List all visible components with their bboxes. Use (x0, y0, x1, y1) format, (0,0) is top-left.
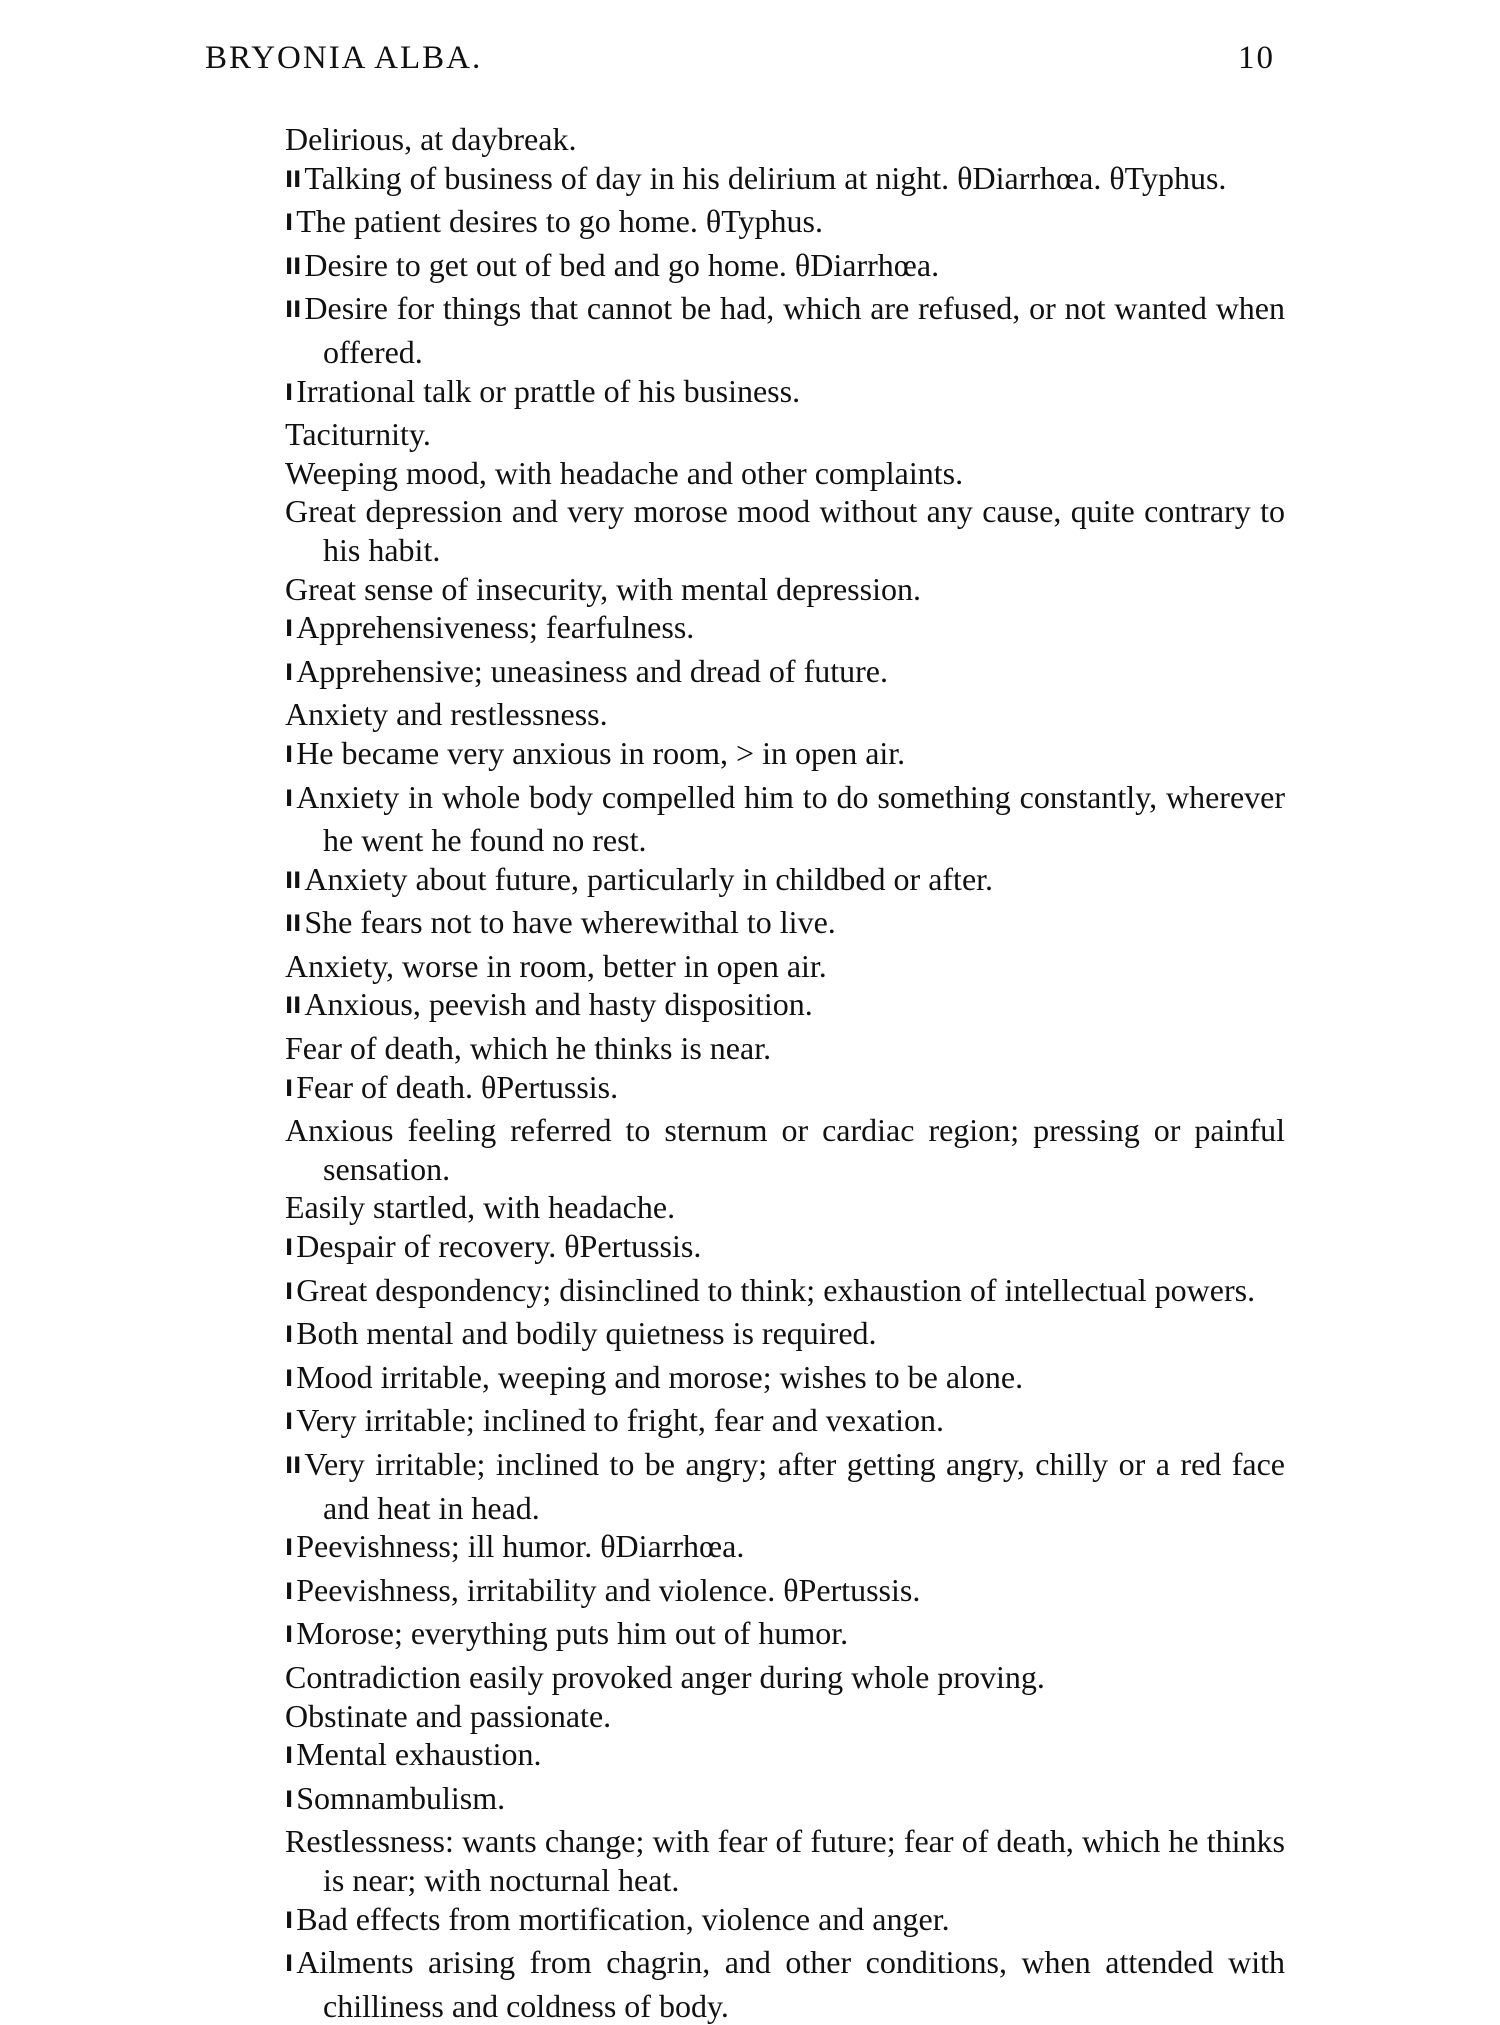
symptom-text: Talking of business of day in his delirium at night. θDiarrhœa. θTyphus. (304, 159, 1227, 196)
symptom-entry (285, 1571, 1285, 1615)
grade-mark: I (285, 1410, 294, 1436)
symptom-entry (285, 289, 1285, 371)
grade-mark: I (285, 1236, 294, 1262)
symptom-entry (285, 372, 1285, 416)
symptom-entry (285, 985, 1285, 1029)
symptom-text: Very irritable; inclined to fright, fear and vexation. (296, 1402, 944, 1439)
symptom-text: Both mental and bodily quietness is required. (296, 1315, 877, 1352)
symptom-text: He became very anxious in room, > in open air. (296, 734, 906, 771)
symptom-entry (285, 492, 1285, 569)
symptom-entry (285, 1314, 1285, 1358)
symptom-entry (285, 1658, 1285, 1697)
symptom-text: Despair of recovery. θPertussis. (296, 1228, 702, 1265)
grade-mark: I (285, 1279, 294, 1305)
grade-mark: II (285, 167, 302, 193)
symptom-text: Desire to get out of bed and go home. θDiarrhœa. (304, 246, 940, 283)
grade-mark: I (285, 1908, 294, 1934)
grade-mark: II (285, 912, 302, 938)
symptom-text: Weeping mood, with headache and other complaints. (285, 454, 964, 491)
grade-mark: I (285, 1076, 294, 1102)
symptom-entry (285, 454, 1285, 493)
grade-mark: I (285, 1323, 294, 1349)
symptom-entry (285, 1068, 1285, 1112)
symptom-entry (285, 1227, 1285, 1271)
grade-mark: II (285, 868, 302, 894)
symptom-text: Apprehensiveness; fearfulness. (296, 609, 695, 646)
symptom-text: Desire for things that cannot be had, which are refused, or not wanted when offered. (304, 290, 1285, 370)
symptom-entry (285, 1358, 1285, 1402)
symptom-text: Bad effects from mortification, violence and anger. (296, 1900, 950, 1937)
symptom-entry (285, 1445, 1285, 1527)
symptom-text: Mental exhaustion. (296, 1736, 542, 1773)
symptom-entry (285, 1900, 1285, 1944)
grade-mark: I (285, 786, 294, 812)
symptom-entry (285, 652, 1285, 696)
symptom-entry (285, 120, 1285, 159)
symptom-text: Peevishness, irritability and violence. θPertussis. (296, 1571, 921, 1608)
grade-mark: I (285, 617, 294, 643)
symptom-entry (285, 1029, 1285, 1068)
symptom-entry (285, 246, 1285, 290)
symptom-entry (285, 903, 1285, 947)
symptom-text: Apprehensive; uneasiness and dread of future. (296, 652, 888, 689)
grade-mark: I (285, 1366, 294, 1392)
symptom-entry (285, 1527, 1285, 1571)
symptom-entry (285, 1614, 1285, 1658)
symptom-entry (285, 1188, 1285, 1227)
symptom-entry (285, 947, 1285, 986)
symptom-text: Fear of death, which he thinks is near. (285, 1030, 772, 1067)
running-title: BRYONIA ALBA. (205, 40, 483, 76)
symptom-text: Mood irritable, weeping and morose; wishes to be alone. (296, 1358, 1024, 1395)
symptom-text: Anxious feeling referred to sternum or cardiac region; pressing or painful sensation. (285, 1112, 1285, 1187)
symptom-text: Somnambulism. (296, 1779, 506, 1816)
symptom-entry (285, 1401, 1285, 1445)
symptom-text: Taciturnity. (285, 416, 431, 453)
grade-mark: II (285, 994, 302, 1020)
symptom-text: Anxiety about future, particularly in childbed or after. (304, 860, 994, 897)
symptom-entry (285, 570, 1285, 609)
symptom-entry (285, 1111, 1285, 1188)
symptom-entry (285, 734, 1285, 778)
grade-mark: I (285, 742, 294, 768)
symptom-text: The patient desires to go home. θTyphus. (296, 203, 823, 240)
grade-mark: I (285, 1579, 294, 1605)
grade-mark: I (285, 1787, 294, 1813)
grade-mark: I (285, 1623, 294, 1649)
symptom-text: She fears not to have wherewithal to live. (304, 904, 836, 941)
grade-mark: I (285, 211, 294, 237)
symptom-entry (285, 1822, 1285, 1899)
symptom-text: Morose; everything puts him out of humor. (296, 1615, 849, 1652)
symptom-text: Great despondency; disinclined to think; exhaustion of intellectual powers. (296, 1271, 1256, 1308)
symptom-entry (285, 1697, 1285, 1736)
symptom-entry (285, 159, 1285, 203)
grade-mark: II (285, 254, 302, 280)
running-header (205, 40, 1275, 90)
symptom-text: Peevishness; ill humor. θDiarrhœa. (296, 1528, 745, 1565)
grade-mark: II (285, 298, 302, 324)
symptom-text: Anxiety in whole body compelled him to do something constantly, wherever he went he found no rest. (296, 778, 1285, 859)
symptom-text: Delirious, at daybreak. (285, 121, 577, 157)
symptom-text: Irrational talk or prattle of his business. (296, 372, 801, 409)
symptom-entry (285, 608, 1285, 652)
symptom-list (285, 120, 1285, 2025)
symptom-text: Anxiety, worse in room, better in open air. (285, 947, 827, 984)
grade-mark: I (285, 1536, 294, 1562)
symptom-text: Anxious, peevish and hasty disposition. (304, 986, 813, 1023)
symptom-entry (285, 860, 1285, 904)
symptom-entry (285, 1943, 1285, 2025)
symptom-entry (285, 695, 1285, 734)
symptom-entry (285, 778, 1285, 860)
grade-mark: I (285, 660, 294, 686)
symptom-entry (285, 202, 1285, 246)
symptom-text: Anxiety and restlessness. (285, 696, 608, 733)
symptom-text: Fear of death. θPertussis. (296, 1068, 619, 1105)
grade-mark: II (285, 1454, 302, 1479)
symptom-text: Ailments arising from chagrin, and other conditions, when attended with chilliness and coldness of body. (296, 1944, 1285, 2024)
symptom-entry (285, 1735, 1285, 1779)
symptom-entry (285, 1779, 1285, 1823)
symptom-text: Restlessness: wants change; with fear of future; fear of death, which he thinks is near; with nocturnal heat. (285, 1823, 1285, 1898)
symptom-text: Obstinate and passionate. (285, 1697, 612, 1734)
symptom-text: Very irritable; inclined to be angry; after getting angry, chilly or a red face and heat in head. (304, 1446, 1285, 1526)
grade-mark: I (285, 1952, 294, 1978)
page-number: 10 (1238, 40, 1275, 76)
grade-mark: I (285, 1744, 294, 1770)
symptom-entry (285, 1271, 1285, 1315)
symptom-entry (285, 415, 1285, 454)
grade-mark: I (285, 380, 294, 406)
symptom-text: Contradiction easily provoked anger during whole proving. (285, 1658, 1045, 1695)
symptom-text: Great sense of insecurity, with mental depression. (285, 570, 921, 607)
symptom-text: Easily startled, with headache. (285, 1189, 676, 1226)
symptom-text: Great depression and very morose mood without any cause, quite contrary to his habit. (285, 493, 1285, 568)
